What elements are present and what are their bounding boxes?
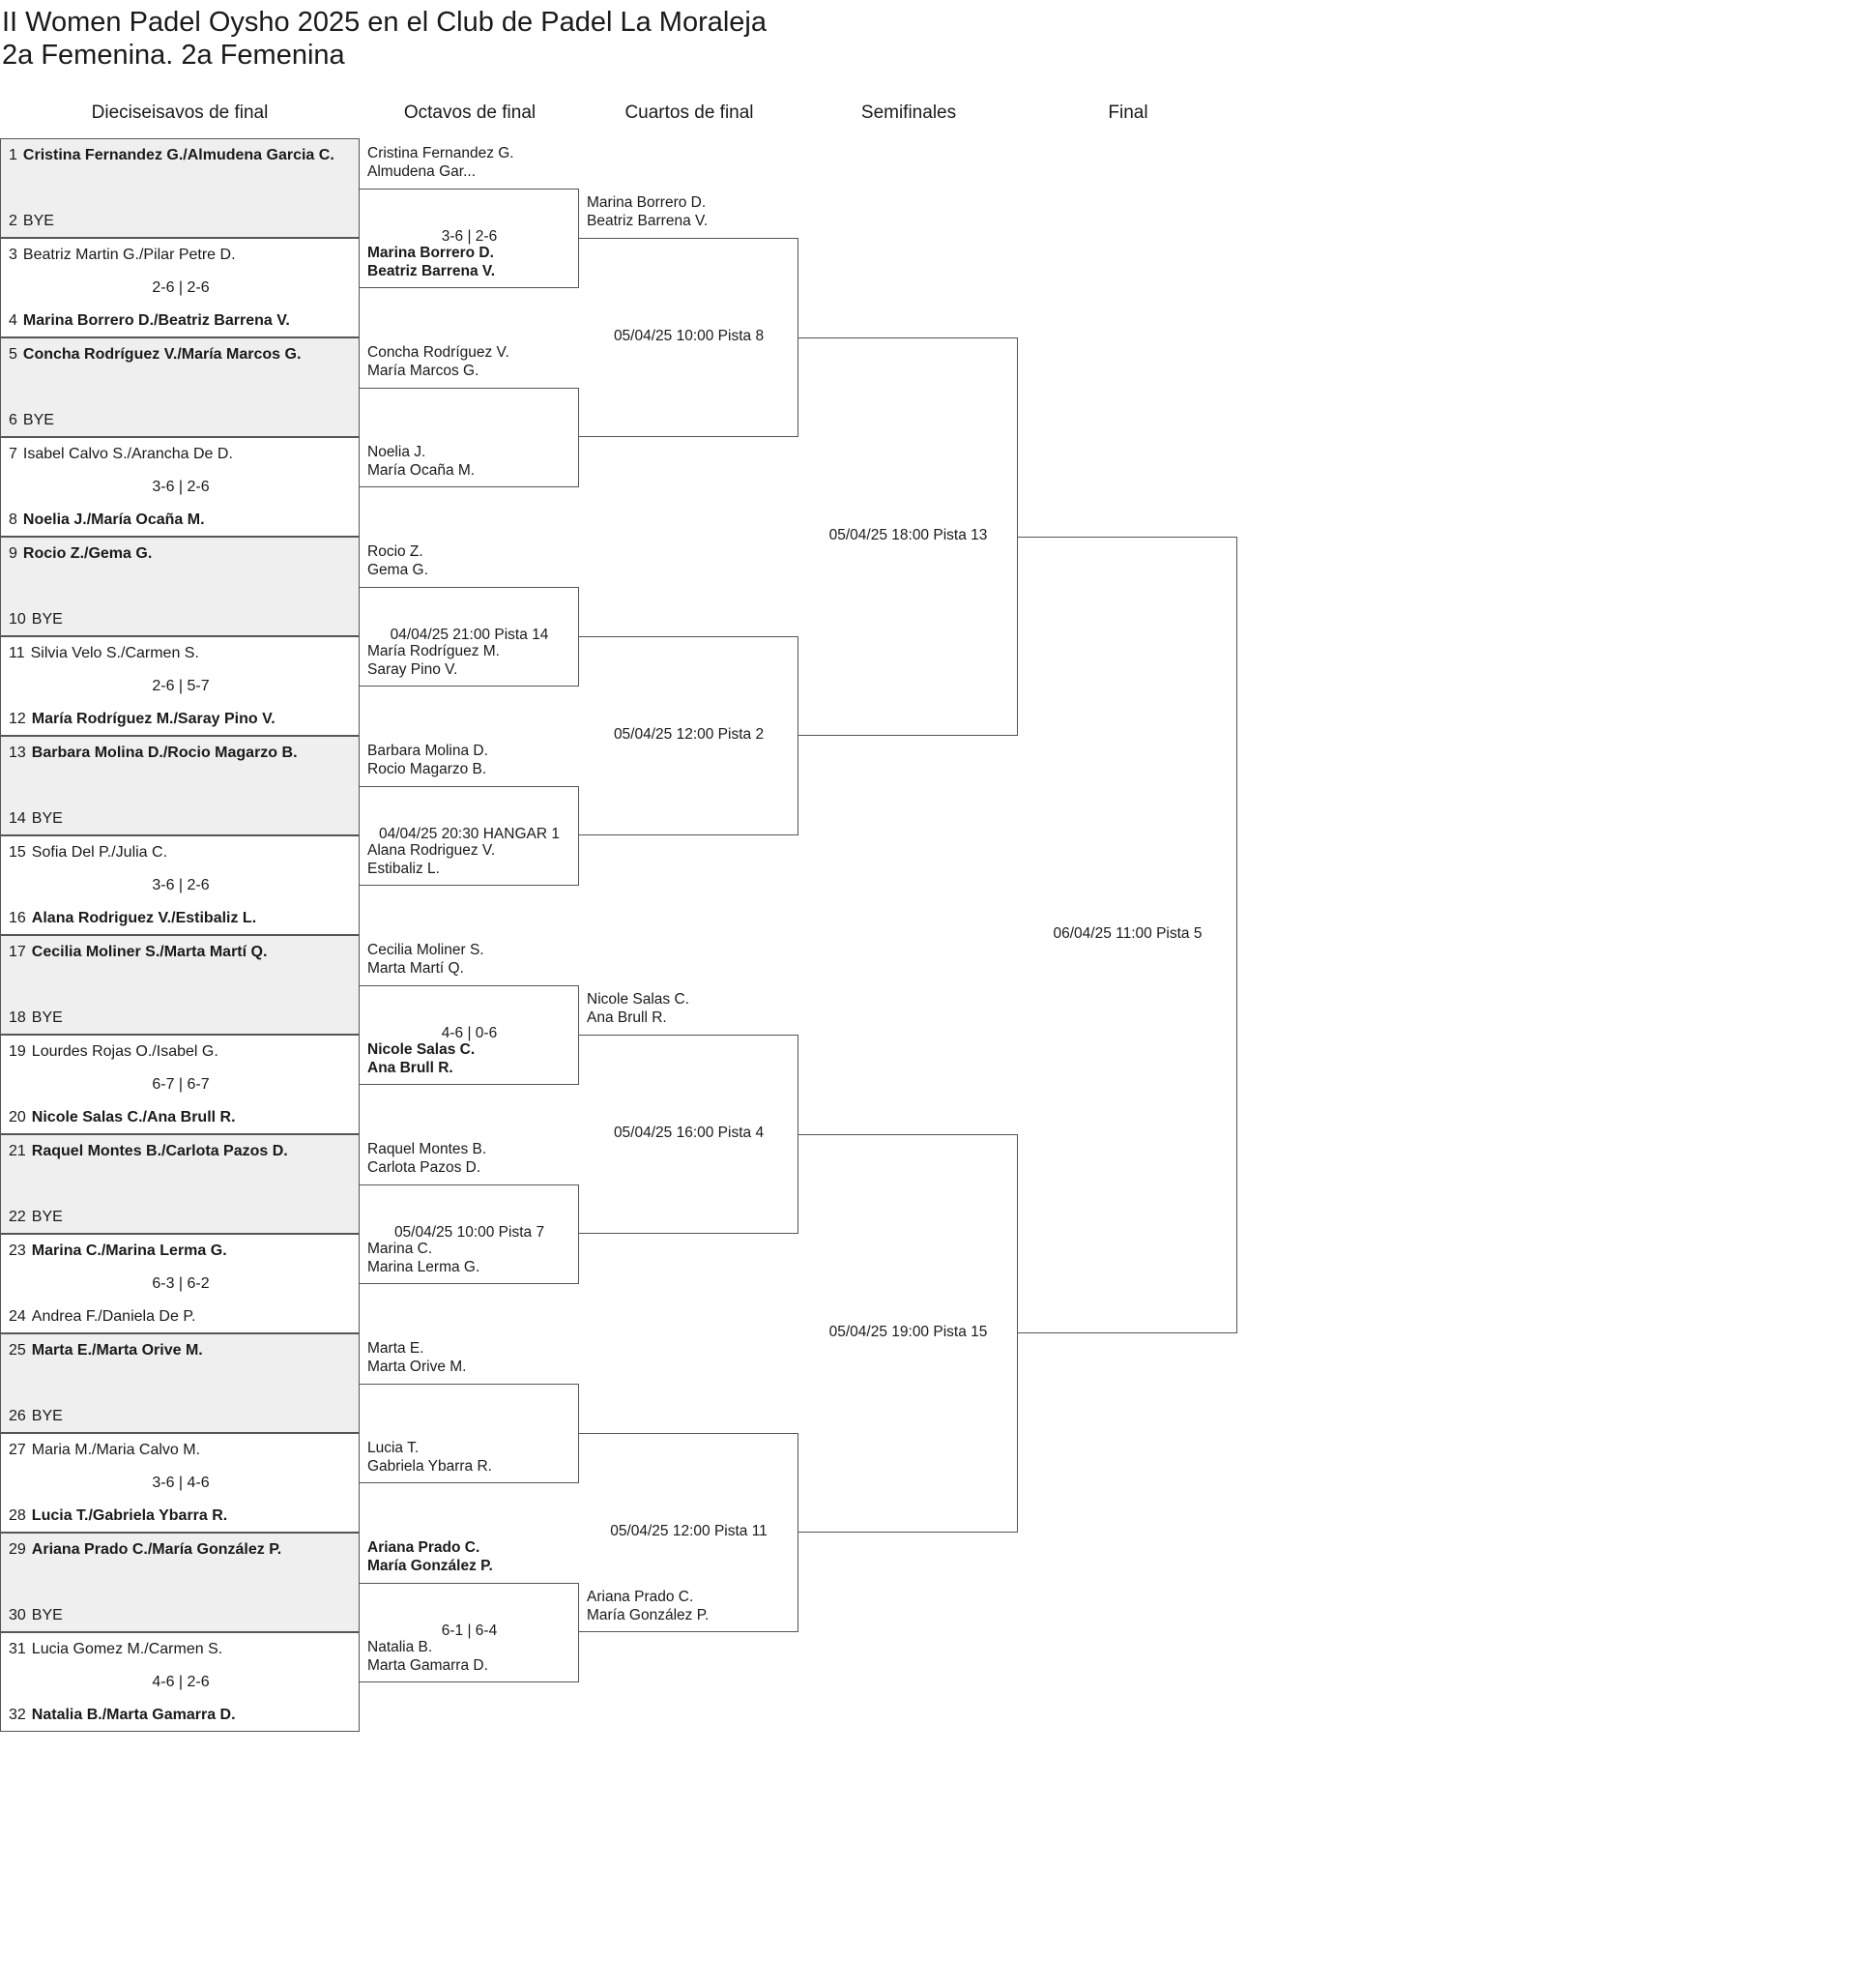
team-name: Sofia Del P./Julia C. xyxy=(31,844,168,861)
team-entry[interactable] xyxy=(9,512,205,529)
team-name-top[interactable]: Raquel Montes B. xyxy=(367,1140,487,1157)
seed-number: 30 xyxy=(9,1607,26,1623)
team-name: Isabel Calvo S./Arancha De D. xyxy=(22,446,233,462)
team-name-top[interactable]: Ariana Prado C. xyxy=(367,1538,480,1556)
match-slot xyxy=(0,835,360,935)
team-entry[interactable] xyxy=(9,1242,227,1260)
team-name: Beatriz Martin G./Pilar Petre D. xyxy=(22,247,236,263)
seed-number: 8 xyxy=(9,512,17,528)
team-name: Andrea F./Daniela De P. xyxy=(31,1308,196,1325)
team-entry[interactable] xyxy=(9,1641,222,1658)
team-name: BYE xyxy=(31,1009,63,1026)
match-slot xyxy=(0,736,360,835)
match-score: 3-6 | 2-6 xyxy=(152,479,210,495)
team-name: Ariana Prado C./María González P. xyxy=(31,1541,282,1558)
team-entry[interactable] xyxy=(9,844,167,862)
team-entry[interactable] xyxy=(9,1308,195,1326)
team-name-top[interactable]: Marta Martí Q. xyxy=(367,959,464,977)
team-entry[interactable] xyxy=(9,247,236,264)
team-entry[interactable] xyxy=(9,346,301,364)
team-entry[interactable] xyxy=(9,1109,236,1126)
seed-number: 14 xyxy=(9,810,26,827)
team-entry[interactable] xyxy=(9,1507,227,1525)
team-name-top[interactable]: Gema G. xyxy=(367,561,428,578)
seed-number: 15 xyxy=(9,844,26,861)
seed-number: 6 xyxy=(9,412,17,428)
match-schedule: 05/04/25 10:00 Pista 7 xyxy=(393,1224,545,1241)
seed-number: 22 xyxy=(9,1209,26,1225)
team-name-bottom[interactable]: María Ocaña M. xyxy=(367,461,476,479)
seed-number: 16 xyxy=(9,910,26,926)
page-title: II Women Padel Oysho 2025 en el Club de Padel La Moraleja xyxy=(2,7,768,38)
match-slot xyxy=(0,636,360,736)
team-entry[interactable] xyxy=(9,1541,281,1559)
match-slot xyxy=(0,1134,360,1234)
seed-number: 24 xyxy=(9,1308,26,1325)
team-entry[interactable] xyxy=(9,1209,63,1226)
seed-number: 9 xyxy=(9,545,17,562)
round-header: Cuartos de final xyxy=(624,102,754,123)
seed-number: 27 xyxy=(9,1442,26,1458)
seed-number: 12 xyxy=(9,711,26,727)
team-name-bottom[interactable]: Alana Rodriguez V. xyxy=(367,841,496,859)
match-score: 6-3 | 6-2 xyxy=(152,1275,210,1292)
seed-number: 7 xyxy=(9,446,17,462)
team-name-top[interactable]: María Marcos G. xyxy=(367,362,479,379)
team-name-top[interactable]: Concha Rodríguez V. xyxy=(367,343,509,361)
team-entry[interactable] xyxy=(9,1342,203,1359)
team-name-bottom[interactable]: Marina C. xyxy=(367,1240,433,1257)
team-entry[interactable] xyxy=(9,1043,218,1061)
team-name-top[interactable]: Almudena Gar... xyxy=(367,162,477,180)
team-name-top[interactable]: Barbara Molina D. xyxy=(367,742,488,759)
match-schedule: 05/04/25 19:00 Pista 15 xyxy=(828,1324,988,1340)
match-slot xyxy=(0,935,360,1035)
team-name-top[interactable]: Carlota Pazos D. xyxy=(367,1158,481,1176)
match-score: 3-6 | 4-6 xyxy=(152,1475,210,1491)
team-name-top[interactable]: Marta E. xyxy=(367,1339,424,1357)
match-slot xyxy=(0,138,360,238)
match-score: 3-6 | 2-6 xyxy=(441,228,498,245)
match-schedule: 05/04/25 10:00 Pista 8 xyxy=(613,328,765,344)
team-name: BYE xyxy=(22,213,54,229)
team-name: BYE xyxy=(31,1607,63,1623)
team-name: Rocio Z./Gema G. xyxy=(22,545,153,562)
team-name: BYE xyxy=(31,1209,63,1225)
match-slot xyxy=(0,1533,360,1632)
team-entry[interactable] xyxy=(9,745,298,762)
team-name-top[interactable]: Marina Borrero D. xyxy=(587,194,707,211)
match-slot xyxy=(0,337,360,437)
team-name-bottom[interactable]: Noelia J. xyxy=(367,443,426,460)
match-slot xyxy=(0,537,360,636)
seed-number: 3 xyxy=(9,247,17,263)
seed-number: 23 xyxy=(9,1242,26,1259)
seed-number: 29 xyxy=(9,1541,26,1558)
team-name: Cecilia Moliner S./Marta Martí Q. xyxy=(31,944,268,960)
team-name-top[interactable]: Ana Brull R. xyxy=(587,1009,667,1026)
team-name: Nicole Salas C./Ana Brull R. xyxy=(31,1109,236,1126)
team-entry[interactable] xyxy=(9,645,199,662)
team-entry[interactable] xyxy=(9,147,334,164)
team-name: Natalia B./Marta Gamarra D. xyxy=(31,1707,236,1723)
match-schedule: 05/04/25 18:00 Pista 13 xyxy=(828,527,988,543)
seed-number: 20 xyxy=(9,1109,26,1126)
team-name-bottom[interactable]: Saray Pino V. xyxy=(367,660,458,678)
team-name-top[interactable]: Rocio Z. xyxy=(367,542,423,560)
team-name-bottom[interactable]: Gabriela Ybarra R. xyxy=(367,1457,492,1475)
team-name-bottom[interactable]: María Rodríguez M. xyxy=(367,642,500,659)
team-name-bottom[interactable]: Ariana Prado C. xyxy=(587,1589,694,1605)
match-schedule: 05/04/25 12:00 Pista 11 xyxy=(610,1523,768,1539)
team-name: Marina C./Marina Lerma G. xyxy=(31,1242,227,1259)
team-entry[interactable] xyxy=(9,312,290,330)
seed-number: 26 xyxy=(9,1408,26,1424)
match-schedule: 05/04/25 16:00 Pista 4 xyxy=(613,1125,765,1141)
team-entry[interactable] xyxy=(9,1009,63,1027)
seed-number: 28 xyxy=(9,1507,26,1524)
team-entry[interactable] xyxy=(9,446,233,463)
seed-number: 2 xyxy=(9,213,17,229)
seed-number: 25 xyxy=(9,1342,26,1359)
team-entry[interactable] xyxy=(9,611,63,629)
match-slot xyxy=(0,1333,360,1433)
team-name: Alana Rodriguez V./Estibaliz L. xyxy=(31,910,257,926)
team-name: Cristina Fernandez G./Almudena Garcia C. xyxy=(22,147,334,163)
seed-number: 21 xyxy=(9,1143,26,1159)
match-score: 6-7 | 6-7 xyxy=(152,1076,210,1093)
team-name: Lucia Gomez M./Carmen S. xyxy=(31,1641,223,1657)
team-name-bottom[interactable]: Nicole Salas C. xyxy=(367,1040,476,1058)
team-name-bottom[interactable]: Beatriz Barrena V. xyxy=(367,262,496,279)
team-entry[interactable] xyxy=(9,1442,200,1459)
team-name: Lucia T./Gabriela Ybarra R. xyxy=(31,1507,228,1524)
team-name-bottom[interactable]: Marina Borrero D. xyxy=(367,244,494,261)
team-entry[interactable] xyxy=(9,412,54,429)
team-name-bottom[interactable]: Estibaliz L. xyxy=(367,860,440,877)
match-score: 2-6 | 2-6 xyxy=(152,279,210,296)
team-name: Marta E./Marta Orive M. xyxy=(31,1342,203,1359)
team-entry[interactable] xyxy=(9,711,276,728)
match-slot xyxy=(0,437,360,537)
team-name-top[interactable]: Rocio Magarzo B. xyxy=(367,760,487,777)
seed-number: 1 xyxy=(9,147,17,163)
team-name: Marina Borrero D./Beatriz Barrena V. xyxy=(22,312,290,329)
team-name: BYE xyxy=(31,611,63,628)
team-entry[interactable] xyxy=(9,1607,63,1624)
team-name: Maria M./Maria Calvo M. xyxy=(31,1442,201,1458)
team-name-top[interactable]: María González P. xyxy=(367,1557,493,1574)
team-name-bottom[interactable]: Marta Gamarra D. xyxy=(367,1656,488,1674)
match-slot xyxy=(0,1234,360,1333)
team-entry[interactable] xyxy=(9,1143,288,1160)
round-header: Semifinales xyxy=(860,102,957,123)
team-name: Raquel Montes B./Carlota Pazos D. xyxy=(31,1143,288,1159)
team-name: Silvia Velo S./Carmen S. xyxy=(30,645,199,661)
match-score: 6-1 | 6-4 xyxy=(441,1623,498,1639)
match-score: 2-6 | 5-7 xyxy=(152,678,210,694)
team-name: BYE xyxy=(31,1408,63,1424)
match-slot xyxy=(0,1632,360,1732)
team-name-top[interactable]: Marta Orive M. xyxy=(367,1358,467,1375)
team-name: BYE xyxy=(31,810,63,827)
team-name-bottom[interactable]: Lucia T. xyxy=(367,1439,420,1456)
team-entry[interactable] xyxy=(9,944,267,961)
seed-number: 13 xyxy=(9,745,26,761)
team-name: María Rodríguez M./Saray Pino V. xyxy=(31,711,276,727)
seed-number: 19 xyxy=(9,1043,26,1060)
team-name: Concha Rodríguez V./María Marcos G. xyxy=(22,346,302,363)
seed-number: 32 xyxy=(9,1707,26,1723)
team-name-top[interactable]: Beatriz Barrena V. xyxy=(587,213,709,229)
match-slot xyxy=(0,238,360,337)
team-entry[interactable] xyxy=(9,810,63,828)
match-schedule: 05/04/25 12:00 Pista 2 xyxy=(613,726,765,743)
match-score: 4-6 | 0-6 xyxy=(441,1025,498,1041)
seed-number: 5 xyxy=(9,346,17,363)
team-name-bottom[interactable]: Natalia B. xyxy=(367,1638,433,1655)
round-header: Octavos de final xyxy=(403,102,536,123)
team-name-bottom[interactable]: Marina Lerma G. xyxy=(367,1258,480,1275)
team-name-top[interactable]: Cristina Fernandez G. xyxy=(367,144,514,161)
team-name-bottom[interactable]: María González P. xyxy=(587,1607,710,1623)
team-name-top[interactable]: Cecilia Moliner S. xyxy=(367,941,484,958)
seed-number: 18 xyxy=(9,1009,26,1026)
round-header: Dieciseisavos de final xyxy=(91,102,269,123)
seed-number: 17 xyxy=(9,944,26,960)
team-name: Barbara Molina D./Rocio Magarzo B. xyxy=(31,745,298,761)
team-name-top[interactable]: Nicole Salas C. xyxy=(587,991,689,1008)
match-schedule: 04/04/25 21:00 Pista 14 xyxy=(390,627,549,643)
match-slot xyxy=(0,1035,360,1134)
match-score: 4-6 | 2-6 xyxy=(152,1674,210,1690)
seed-number: 31 xyxy=(9,1641,26,1657)
team-entry[interactable] xyxy=(9,1408,63,1425)
team-entry[interactable] xyxy=(9,910,256,927)
team-entry[interactable] xyxy=(9,545,152,563)
match-score: 3-6 | 2-6 xyxy=(152,877,210,893)
page-subtitle: 2a Femenina. 2a Femenina xyxy=(2,40,345,71)
team-name: Noelia J./María Ocaña M. xyxy=(22,512,205,528)
team-entry[interactable] xyxy=(9,1707,236,1724)
match-schedule: 06/04/25 11:00 Pista 5 xyxy=(1053,925,1203,942)
round-header: Final xyxy=(1108,102,1148,123)
team-name: BYE xyxy=(22,412,54,428)
team-name-bottom[interactable]: Ana Brull R. xyxy=(367,1059,453,1076)
team-entry[interactable] xyxy=(9,213,54,230)
match-slot xyxy=(0,1433,360,1533)
seed-number: 10 xyxy=(9,611,26,628)
seed-number: 4 xyxy=(9,312,17,329)
seed-number: 11 xyxy=(9,645,25,661)
match-schedule: 04/04/25 20:30 HANGAR 1 xyxy=(379,826,560,842)
team-name: Lourdes Rojas O./Isabel G. xyxy=(31,1043,218,1060)
